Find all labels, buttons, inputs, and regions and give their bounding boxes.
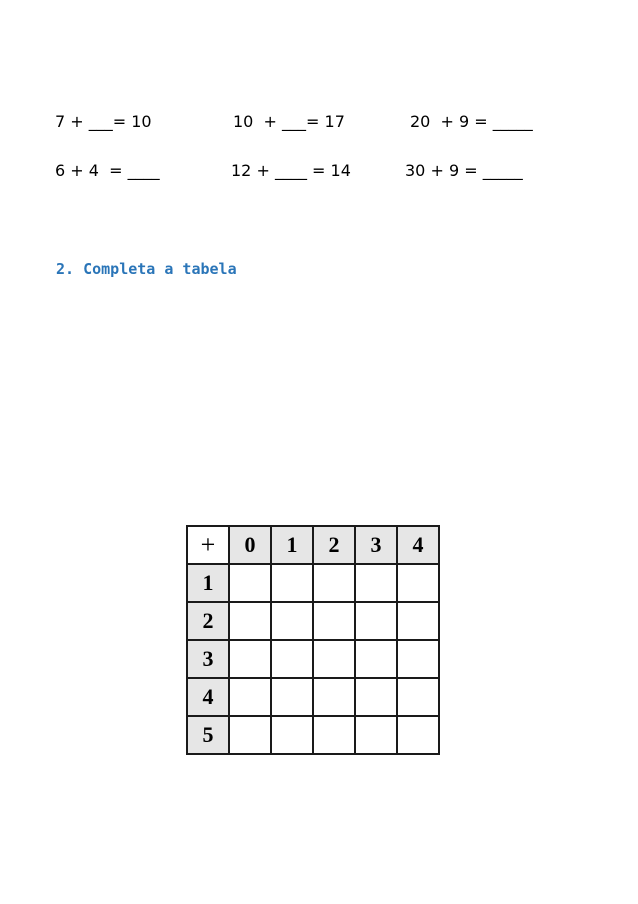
answer-cell[interactable] [271,602,313,640]
answer-cell[interactable] [313,716,355,754]
addition-table [186,525,440,755]
answer-cell[interactable] [313,640,355,678]
table-row [187,564,439,602]
answer-cell[interactable] [229,602,271,640]
column-header: 4 [397,526,439,564]
row-header: 5 [187,716,229,754]
table-header-row [187,526,439,564]
answer-cell[interactable] [355,716,397,754]
answer-cell[interactable] [355,564,397,602]
exercise-2-heading: 2. Completa a tabela [56,260,237,278]
table-row [187,716,439,754]
answer-cell[interactable] [355,640,397,678]
operator-cell: + [187,526,229,564]
answer-cell[interactable] [271,640,313,678]
table-row [187,602,439,640]
answer-cell[interactable] [355,678,397,716]
equation-1-2: 10 + ___= 17 [233,112,345,131]
column-header: 2 [313,526,355,564]
table-row [187,640,439,678]
column-header: 0 [229,526,271,564]
answer-cell[interactable] [313,678,355,716]
answer-cell[interactable] [397,716,439,754]
equation-1-3: 20 + 9 = _____ [410,112,533,131]
equation-1-1: 7 + ___= 10 [55,112,152,131]
answer-cell[interactable] [229,678,271,716]
equation-2-2: 12 + ____ = 14 [231,161,351,180]
answer-cell[interactable] [271,678,313,716]
answer-cell[interactable] [397,602,439,640]
answer-cell[interactable] [271,716,313,754]
table-row [187,678,439,716]
equation-2-3: 30 + 9 = _____ [405,161,523,180]
answer-cell[interactable] [229,564,271,602]
answer-cell[interactable] [229,716,271,754]
answer-cell[interactable] [397,564,439,602]
row-header: 2 [187,602,229,640]
answer-cell[interactable] [229,640,271,678]
answer-cell[interactable] [313,564,355,602]
answer-cell[interactable] [397,678,439,716]
answer-cell[interactable] [271,564,313,602]
row-header: 3 [187,640,229,678]
answer-cell[interactable] [397,640,439,678]
equation-2-1: 6 + 4 = ____ [55,161,160,180]
answer-cell[interactable] [355,602,397,640]
row-header: 1 [187,564,229,602]
row-header: 4 [187,678,229,716]
column-header: 3 [355,526,397,564]
answer-cell[interactable] [313,602,355,640]
column-header: 1 [271,526,313,564]
